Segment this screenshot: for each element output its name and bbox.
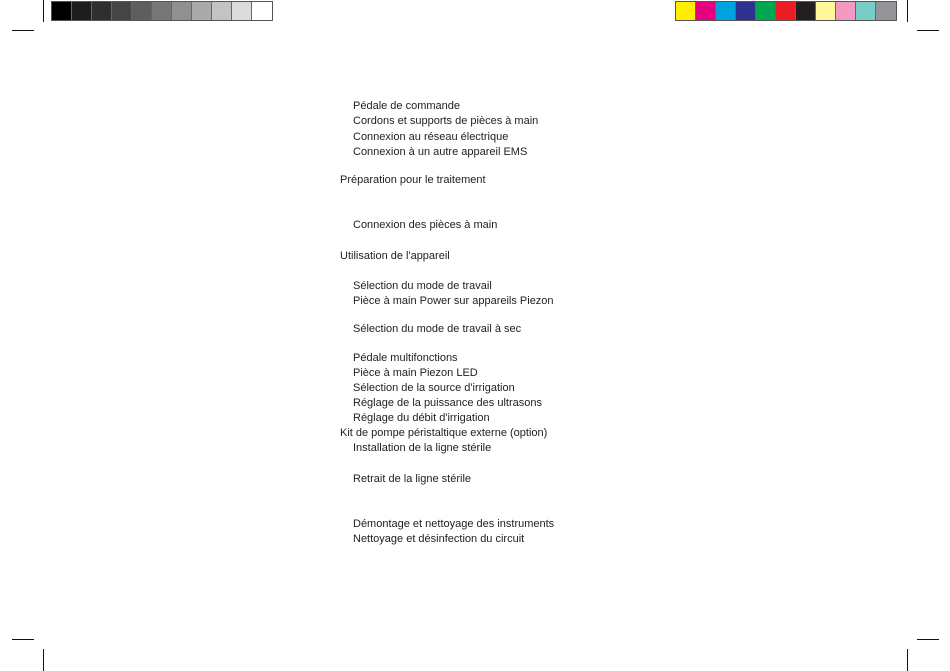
- toc-entry: Cordons et supports de pièces à main: [353, 115, 539, 127]
- grayscale-swatch: [112, 2, 132, 20]
- color-swatch: [716, 2, 736, 20]
- grayscale-swatch: [212, 2, 232, 20]
- grayscale-swatch: [132, 2, 152, 20]
- toc-entry: Sélection de la source d'irrigation: [353, 382, 515, 394]
- toc-entry: Réglage du débit d'irrigation: [353, 412, 490, 424]
- grayscale-swatch: [72, 2, 92, 20]
- toc-entry: Pédale de commande: [353, 100, 461, 112]
- toc-entry: Installation de la ligne stérile: [353, 442, 492, 454]
- toc-entry: Connexion à un autre appareil EMS: [353, 146, 528, 158]
- color-swatch: [876, 2, 896, 20]
- grayscale-swatch: [92, 2, 112, 20]
- color-swatch: [696, 2, 716, 20]
- color-swatch: [676, 2, 696, 20]
- crop-mark-bottom-left-vertical: [43, 649, 44, 671]
- crop-mark-top-left-vertical: [43, 0, 44, 22]
- toc-entry: Pièce à main Power sur appareils Piezon: [353, 295, 554, 307]
- color-swatch: [816, 2, 836, 20]
- toc-section-heading: Kit de pompe péristaltique externe (option): [340, 427, 548, 439]
- color-swatch: [836, 2, 856, 20]
- toc-entry: Pièce à main Piezon LED: [353, 367, 478, 379]
- crop-mark-top-right-vertical: [907, 0, 908, 22]
- color-swatch: [856, 2, 876, 20]
- toc-entry: Sélection du mode de travail à sec: [353, 323, 522, 335]
- color-calibration-strip: [675, 1, 897, 21]
- color-swatch: [796, 2, 816, 20]
- grayscale-swatch: [192, 2, 212, 20]
- toc-entry: Pédale multifonctions: [353, 352, 458, 364]
- grayscale-swatch: [252, 2, 272, 20]
- crop-mark-bottom-left-horizontal: [12, 639, 34, 640]
- toc-entry: Sélection du mode de travail: [353, 280, 492, 292]
- grayscale-swatch: [232, 2, 252, 20]
- crop-mark-top-right-horizontal: [917, 30, 939, 31]
- grayscale-swatch: [152, 2, 172, 20]
- color-swatch: [756, 2, 776, 20]
- toc-entry: Nettoyage et désinfection du circuit: [353, 533, 525, 545]
- grayscale-swatch: [172, 2, 192, 20]
- grayscale-swatch: [52, 2, 72, 20]
- toc-entry: Réglage de la puissance des ultrasons: [353, 397, 542, 409]
- toc-section-heading: Utilisation de l'appareil: [340, 250, 450, 262]
- toc-entry: Connexion des pièces à main: [353, 219, 498, 231]
- grayscale-calibration-strip: [51, 1, 273, 21]
- crop-mark-bottom-right-horizontal: [917, 639, 939, 640]
- crop-mark-top-left-horizontal: [12, 30, 34, 31]
- crop-mark-bottom-right-vertical: [907, 649, 908, 671]
- toc-section-heading: Préparation pour le traitement: [340, 174, 486, 186]
- toc-entry: Connexion au réseau électrique: [353, 131, 509, 143]
- toc-entry: Démontage et nettoyage des instruments: [353, 518, 555, 530]
- toc-entry: Retrait de la ligne stérile: [353, 473, 472, 485]
- color-swatch: [736, 2, 756, 20]
- color-swatch: [776, 2, 796, 20]
